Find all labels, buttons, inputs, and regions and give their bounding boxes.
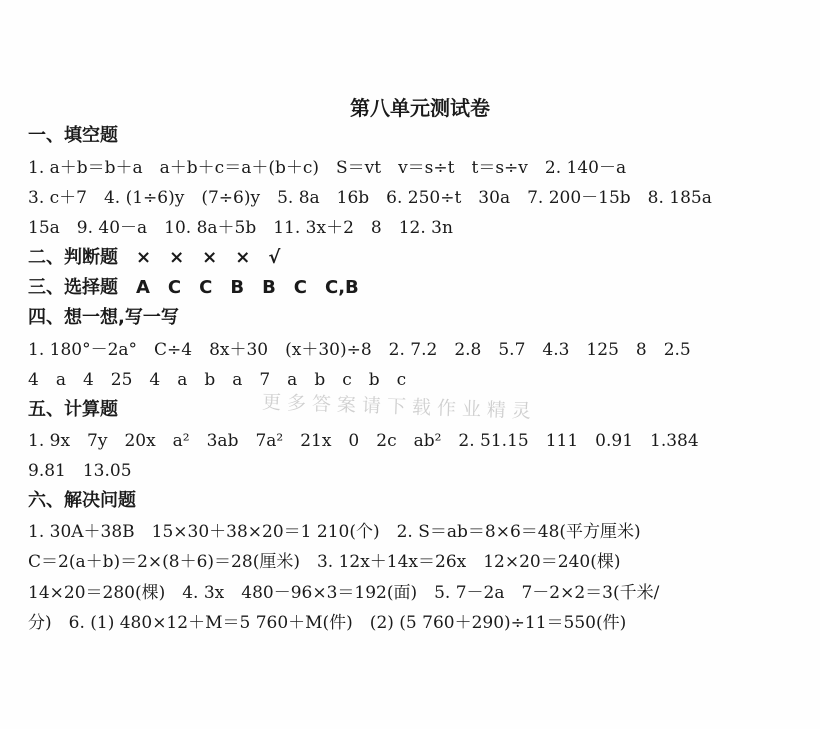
section-heading-think-write: 四、想一想,写一写 xyxy=(28,307,179,328)
section-heading-fill-in: 一、填空题 xyxy=(28,125,118,146)
section-heading-solve: 六、解决问题 xyxy=(28,490,136,511)
answer-line: 1. a＋b＝b＋a a＋b＋c＝a＋(b＋c) S＝vt v＝s÷t t＝s÷v 2. 140－a xyxy=(28,158,627,178)
answer-line: 15a 9. 40－a 10. 8a＋5b 11. 3x＋2 8 12. 3n xyxy=(28,218,453,238)
watermark: 更多答案请下载作业精灵 xyxy=(261,391,538,423)
answer-line: 分) 6. (1) 480×12＋M＝5 760＋M(件) (2) (5 760＋290)÷11＝550(件) xyxy=(28,613,627,633)
answer-line: 1. 180°－2a° C÷4 8x＋30 (x＋30)÷8 2. 7.2 2.8 5.7 4.3 125 8 2.5 xyxy=(28,340,691,360)
answer-line: 4 a 4 25 4 a b a 7 a b c b c xyxy=(28,370,407,390)
section-heading-choice: 三、选择题 A C C B B C C,B xyxy=(28,277,359,298)
answer-line: 1. 9x 7y 20x a² 3ab 7a² 21x 0 2c ab² 2. 51.15 111 0.91 1.384 xyxy=(28,431,699,451)
answer-line: 3. c＋7 4. (1÷6)y (7÷6)y 5. 8a 16b 6. 250÷t 30a 7. 200－15b 8. 185a xyxy=(28,188,712,208)
answer-line: 1. 30A＋38B 15×30＋38×20＝1 210(个) 2. S＝ab＝8×6＝48(平方厘米) xyxy=(28,522,641,542)
answer-line: 9.81 13.05 xyxy=(28,461,132,481)
answer-line: C＝2(a＋b)＝2×(8＋6)＝28(厘米) 3. 12x＋14x＝26x 12×20＝240(棵) xyxy=(28,552,621,572)
page-title: 第八单元测试卷 xyxy=(350,96,490,120)
section-heading-judge: 二、判断题 × × × × √ xyxy=(28,247,281,268)
section-heading-calculate: 五、计算题 xyxy=(28,399,118,420)
answer-line: 14×20＝280(棵) 4. 3x 480－96×3＝192(面) 5. 7－2a 7－2×2＝3(千米/ xyxy=(28,583,660,603)
